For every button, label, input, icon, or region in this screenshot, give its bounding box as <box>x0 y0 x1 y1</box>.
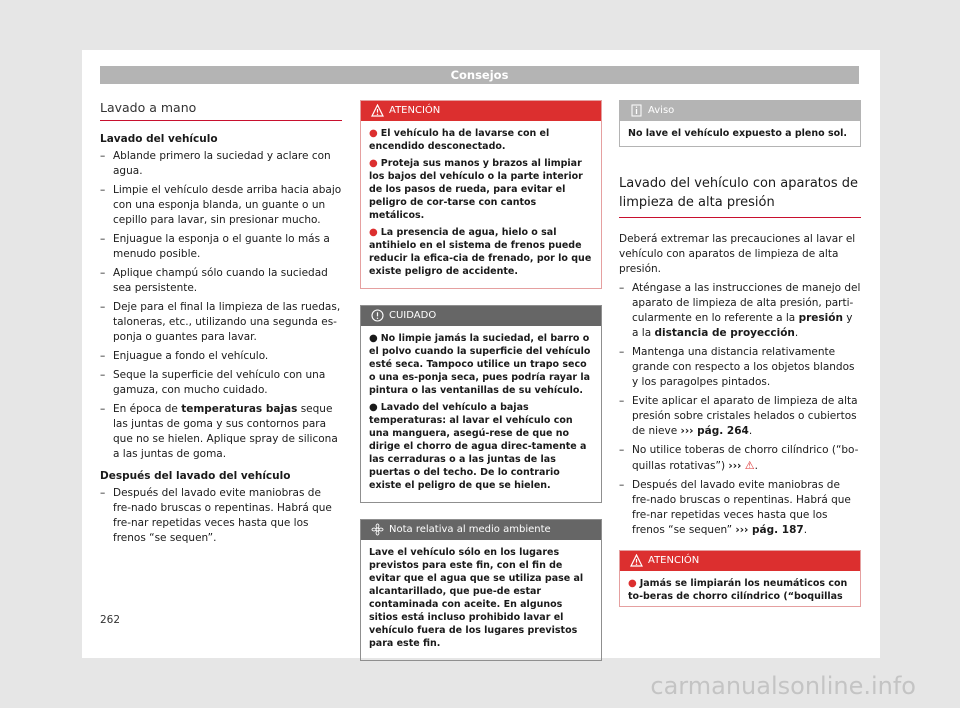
list-item: – Evite aplicar el aparato de limpieza de alta presión sobre cristales helados o cubiertos de nieve ››› pág. 264. <box>619 394 861 439</box>
cuidado-box <box>360 305 602 503</box>
atencion-box <box>360 100 602 289</box>
list-item <box>100 402 342 462</box>
watermark: carmanualsonline.info <box>650 672 916 700</box>
text: seque las juntas de goma y sus contornos para que no se hielen. Aplique spray de silicona a las juntas de goma. <box>113 403 338 460</box>
list-despues <box>100 486 342 546</box>
list-item: – Mantenga una distancia relativamente grande con respecto a los objetos blandos y los paragolpes pintados. <box>619 345 861 390</box>
text: En época de <box>113 403 182 415</box>
section-title-lavado-a-mano: Lavado a mano <box>100 100 342 121</box>
warning-icon <box>371 104 384 117</box>
atencion-label: ATENCIÓN <box>389 105 441 116</box>
page-reference-link[interactable]: ››› pág. 264 <box>680 424 749 437</box>
cuidado-label: CUIDADO <box>389 310 437 321</box>
atencion-box-2 <box>619 550 861 607</box>
list-item: – Deje para el final la limpieza de las ruedas, taloneras, etc., utilizando una segunda es-ponja o guantes para lavar. <box>100 300 342 345</box>
keyword-distancia: distancia de proyección <box>654 326 795 339</box>
list-item: – Seque la superficie del vehículo con una gamuza, con mucho cuidado. <box>100 368 342 398</box>
medio-ambiente-label: Nota relativa al medio ambiente <box>389 524 551 535</box>
warning-icon <box>630 554 643 567</box>
atencion-header <box>361 101 601 121</box>
atencion-label-2: ATENCIÓN <box>648 554 700 566</box>
list-item: – Después del lavado evite maniobras de fre-nado bruscas o repentinas. Habrá que fre-nar repetidas veces hasta que los frenos “se sequen”. <box>100 486 342 546</box>
aviso-box <box>619 100 861 147</box>
atencion-item: ● Proteja sus manos y brazos al limpiar los bajos del vehículo o la parte interior de los pasos de rueda, para evitar el peligro de cor-tarse con cantos metálicos. <box>369 158 583 221</box>
list-item: – Enjuague a fondo el vehículo. <box>100 349 342 364</box>
list-item: – Después del lavado evite maniobras de fre-nado bruscas o repentinas. Habrá que fre-nar repetidas veces hasta que los frenos “se sequen” ››› pág. 187. <box>619 478 861 538</box>
keyword-presion: presión <box>798 311 843 324</box>
list-item: – Limpie el vehículo desde arriba hacia abajo con una esponja blanda, un guante o un cepillo para lavar, sin presionar mucho. <box>100 183 342 228</box>
subheading-despues: Después del lavado del vehículo <box>100 470 291 482</box>
atencion-item: ● La presencia de agua, hielo o sal antihielo en el sistema de frenos puede reducir la efica-cia de frenado, por lo que existe peligro de accidente. <box>369 227 592 277</box>
aviso-header <box>620 101 860 121</box>
medio-ambiente-box <box>360 519 602 661</box>
aviso-text: No lave el vehículo expuesto a pleno sol. <box>628 128 848 139</box>
list-item: – No utilice toberas de chorro cilíndrico (“bo-quillas rotativas”) ››› ⚠. <box>619 443 861 474</box>
column-left <box>100 100 342 550</box>
page-number: 262 <box>100 614 121 626</box>
cuidado-item: ● No limpie jamás la suciedad, el barro o el polvo cuando la superficie del vehículo esté seca. Tampoco utilice un trapo seco o una es-ponja seca, pues podría rayar la pintura o las ventanillas de su vehículo. <box>369 333 591 396</box>
atencion-item: ● El vehículo ha de lavarse con el encendido desconectado. <box>369 128 550 152</box>
list-item: – Ablande primero la suciedad y aclare con agua. <box>100 149 342 179</box>
cuidado-item: ● Lavado del vehículo a bajas temperaturas: al lavar el vehículo con una manguera, asegú-rese de que no dirige el chorro de agua direc-tamente a las cerraduras o a las juntas de las puertas o del techo. De lo contrario existe el peligro de que se hielen. <box>369 402 587 491</box>
atencion-header-2 <box>620 551 860 571</box>
caution-circle-icon <box>371 309 384 322</box>
list-alta-presion <box>619 281 861 538</box>
section-title-alta-presion: Lavado del vehículo con aparatos de limpieza de alta presión <box>619 175 861 218</box>
list-item: – Aténgase a las instrucciones de manejo del aparato de limpieza de alta presión, parti-cularmente en lo referente a la presión y a la distancia de proyección. <box>619 281 861 341</box>
list-item: – Aplique champú sólo cuando la suciedad sea persistente. <box>100 266 342 296</box>
warning-reference-link[interactable]: ››› <box>728 459 742 472</box>
keyword-temperaturas: temperaturas bajas <box>181 403 298 415</box>
atencion-item: ● Jamás se limpiarán los neumáticos con to-beras de chorro cilíndrico (“boquillas <box>628 577 848 602</box>
subheading-lavado: Lavado del vehículo <box>100 133 218 145</box>
intro-text: Deberá extremar las precauciones al lavar el vehículo con aparatos de limpieza de alta presión. <box>619 232 856 275</box>
cuidado-header <box>361 306 601 326</box>
column-middle <box>360 100 602 677</box>
medio-ambiente-text: Lave el vehículo sólo en los lugares previstos para este fin, con el fin de evitar que el agua que se utiliza pase al alcantarillado, que pue-de estar contaminada con aceite. En algunos sitios está incluso prohibido lavar el vehículo fuera de los lugares previstos para este fin. <box>369 547 584 649</box>
medio-ambiente-header <box>361 520 601 540</box>
list-lavado <box>100 149 342 462</box>
page-reference-link[interactable]: ››› pág. 187 <box>735 523 804 536</box>
column-right <box>619 100 861 623</box>
chapter-header: Consejos <box>100 66 859 84</box>
aviso-label: Aviso <box>648 105 675 116</box>
list-item: – Enjuague la esponja o el guante lo más a menudo posible. <box>100 232 342 262</box>
info-icon <box>630 104 643 117</box>
warning-icon: ⚠ <box>744 458 755 472</box>
environment-flower-icon <box>371 523 384 536</box>
